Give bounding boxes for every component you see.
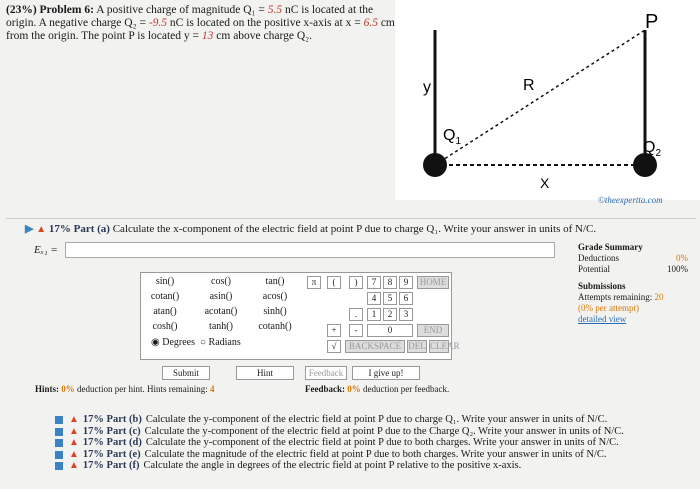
- part-icon: [55, 428, 63, 436]
- problem-statement: [6, 4, 426, 43]
- key-1[interactable]: 1: [367, 308, 381, 321]
- potential-value: 100%: [667, 264, 688, 274]
- part-text: Calculate the y-component of the electric field at point P due to charge Q₁. Write your answer in units of N/C.: [145, 414, 608, 425]
- q2-value: -9.5: [148, 17, 168, 29]
- q1-charge: [423, 153, 447, 177]
- warning-icon: ▲: [69, 437, 79, 449]
- part-label: 17% Part (b): [82, 414, 142, 425]
- x-value: 6.5: [363, 17, 378, 29]
- key-4[interactable]: 4: [367, 292, 381, 305]
- sinh-button[interactable]: sinh(): [263, 306, 287, 317]
- problem-text: cm above charge Q₂.: [213, 30, 313, 42]
- potential-label: Potential: [578, 264, 610, 274]
- grade-summary: [578, 242, 688, 325]
- part-a-title: ▶ ▲ 17% Part (a) Calculate the x-component of the electric field at point P due to charge Q₁. Write your answer in units of N/C.: [25, 223, 597, 235]
- credit-text: ©theexpertta.com: [598, 195, 663, 205]
- q2-charge: [633, 153, 657, 177]
- part-label: 17% Part (d): [82, 437, 142, 449]
- deductions-value: 0%: [676, 253, 688, 263]
- parts-list: [55, 414, 695, 472]
- y-value: 13: [201, 30, 214, 42]
- problem-text: from the origin. The point P is located y =: [6, 30, 202, 42]
- r-label: R: [523, 77, 535, 94]
- warning-icon: ▲: [36, 224, 47, 235]
- x-label: X: [540, 175, 550, 191]
- key-6[interactable]: 6: [399, 292, 413, 305]
- part-text: Calculate the magnitude of the electric field at point P due to both charges. Write your answer in units of N/C.: [144, 448, 607, 460]
- q1-label: $Q_1$: [443, 127, 462, 147]
- part-a-pct: 17% Part (a): [48, 223, 110, 235]
- part-label: 17% Part (e): [82, 448, 141, 460]
- feedback-text: deduction per feedback.: [360, 384, 450, 394]
- key-7[interactable]: 7: [367, 276, 381, 289]
- key-8[interactable]: 8: [383, 276, 397, 289]
- part-icon: [55, 462, 63, 470]
- problem-text: A positive charge of magnitude Q₁ =: [96, 4, 268, 16]
- grade-title: Grade Summary: [578, 242, 643, 252]
- feedback-pct: 0%: [347, 384, 361, 394]
- close-paren-key[interactable]: ): [349, 276, 363, 289]
- sqrt-key[interactable]: √: [327, 340, 341, 353]
- warning-icon: ▲: [69, 460, 79, 472]
- key-0[interactable]: 0: [367, 324, 413, 337]
- hints-pct: 0%: [61, 384, 75, 394]
- plus-key[interactable]: +: [327, 324, 341, 337]
- part-label: 17% Part (c): [82, 425, 141, 437]
- feedback-button[interactable]: Feedback: [305, 366, 347, 380]
- key-9[interactable]: 9: [399, 276, 413, 289]
- sin-button[interactable]: sin(): [155, 276, 175, 287]
- part-e-item[interactable]: [55, 449, 695, 461]
- problem-text: nC is located on the positive x-axis at x =: [167, 17, 364, 29]
- cosh-button[interactable]: cosh(): [152, 321, 178, 332]
- tan-button[interactable]: tan(): [265, 276, 285, 287]
- pi-key[interactable]: π: [307, 276, 321, 289]
- part-text: Calculate the angle in degrees of the electric field at point P relative to the positive x-axis.: [143, 460, 522, 472]
- per-attempt: (0% per attempt): [578, 303, 639, 313]
- tanh-button[interactable]: tanh(): [209, 321, 233, 332]
- cotan-button[interactable]: cotan(): [150, 291, 180, 302]
- attempts-value: 20: [654, 292, 664, 302]
- radians-radio[interactable]: ○ Radians: [200, 337, 241, 348]
- part-icon: [55, 439, 63, 447]
- part-a-text: Calculate the x-component of the electric field at point P due to charge Q₁. Write your answer in units of N/C.: [112, 223, 597, 235]
- give-up-button[interactable]: I give up!: [352, 366, 420, 380]
- hints-line: [35, 384, 215, 394]
- acos-button[interactable]: acos(): [262, 291, 288, 302]
- answer-label: Eₓ₁ =: [34, 244, 58, 256]
- cos-button[interactable]: cos(): [211, 276, 231, 287]
- attempts-label: Attempts remaining:: [578, 292, 655, 302]
- acotan-button[interactable]: acotan(): [204, 306, 238, 317]
- part-icon: [55, 416, 63, 424]
- cotanh-button[interactable]: cotanh(): [258, 321, 292, 332]
- part-icon: [55, 451, 63, 459]
- warning-icon: ▲: [69, 448, 79, 460]
- key-3[interactable]: 3: [399, 308, 413, 321]
- q2-label: $Q_2$: [643, 139, 662, 159]
- minus-key[interactable]: -: [349, 324, 363, 337]
- part-c-item[interactable]: [55, 426, 695, 438]
- part-d-item[interactable]: [55, 437, 695, 449]
- hints-label: Hints:: [35, 384, 60, 394]
- deductions-label: Deductions: [578, 253, 619, 263]
- problem-text: origin. A negative charge Q₂ =: [6, 17, 149, 29]
- part-b-item[interactable]: [55, 414, 695, 426]
- answer-input[interactable]: [65, 242, 555, 258]
- submit-button[interactable]: Submit: [162, 366, 210, 380]
- dot-key[interactable]: .: [349, 308, 363, 321]
- y-label: y: [423, 79, 431, 96]
- q1-value: 5.5: [267, 4, 283, 16]
- hint-button[interactable]: Hint: [236, 366, 294, 380]
- open-paren-key[interactable]: (: [327, 276, 341, 289]
- problem-title: (23%) Problem 6:: [6, 4, 94, 16]
- del-key[interactable]: DEL: [408, 341, 426, 351]
- charge-diagram: [395, 0, 700, 200]
- p-label: P: [645, 11, 659, 33]
- degrees-radio[interactable]: ◉ Degrees: [151, 337, 195, 348]
- keypad: [140, 272, 460, 360]
- part-text: Calculate the y-component of the electric field at point P due to both charges. Write your answer in units of N/C.: [145, 437, 619, 449]
- feedback-label: Feedback:: [305, 384, 345, 394]
- feedback-line: [305, 384, 449, 394]
- warning-icon: ▲: [69, 414, 79, 425]
- hints-remaining: 4: [210, 384, 215, 394]
- end-key[interactable]: END: [417, 324, 449, 337]
- backspace-key[interactable]: BACKSPACE: [345, 340, 405, 353]
- problem-text: cm: [377, 17, 395, 29]
- atan-button[interactable]: atan(): [153, 306, 177, 317]
- part-f-item[interactable]: [55, 460, 695, 472]
- submissions-label: Submissions: [578, 281, 626, 291]
- warning-icon: ▲: [69, 425, 79, 437]
- problem-text: nC is located at the: [282, 4, 374, 16]
- angle-mode: [151, 337, 291, 348]
- asin-button[interactable]: asin(): [209, 291, 233, 302]
- part-text: Calculate the y-component of the electric field at point P due to the Charge Q₂. Write your answer in units of N/C.: [144, 425, 624, 437]
- part-label: 17% Part (f): [82, 460, 140, 472]
- key-2[interactable]: 2: [383, 308, 397, 321]
- detailed-view-link[interactable]: detailed view: [578, 314, 627, 324]
- hints-text: deduction per hint. Hints remaining:: [74, 384, 210, 394]
- home-key[interactable]: HOME: [417, 276, 449, 289]
- key-5[interactable]: 5: [383, 292, 397, 305]
- clear-key[interactable]: CLEAR: [430, 341, 460, 351]
